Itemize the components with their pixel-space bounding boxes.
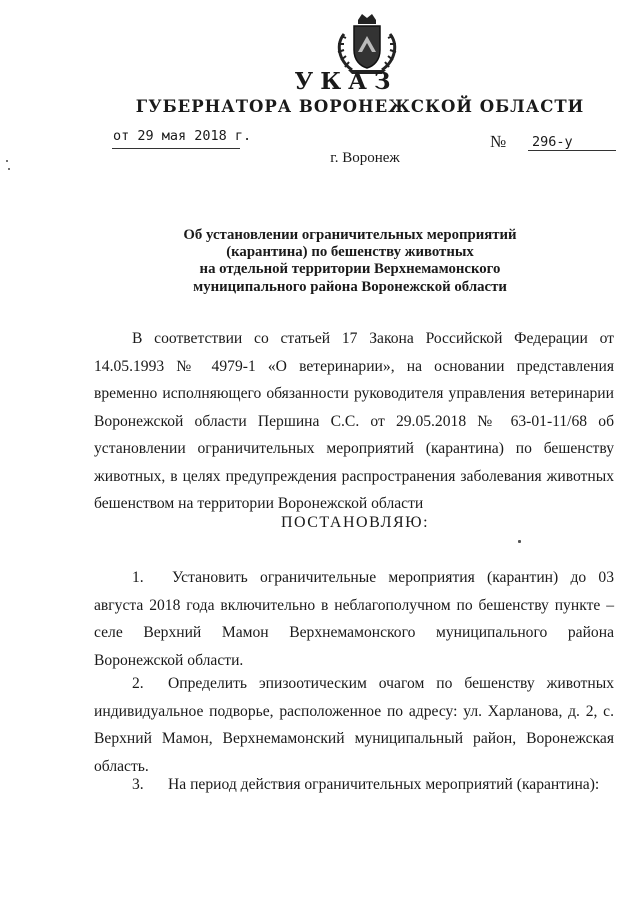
item-number: 1. (132, 569, 144, 586)
list-item (94, 670, 614, 780)
list-item (94, 564, 614, 674)
document-number: 296-у (532, 134, 573, 150)
subject-line: (карантина) по бешенству животных (226, 244, 474, 261)
scan-speck (8, 168, 10, 170)
subject-line: Об установлении ограничительных мероприятий (183, 227, 517, 243)
list-item (94, 771, 614, 799)
scan-speck (518, 540, 521, 543)
subject-line: на отдельной территории Верхнемамонского (199, 261, 501, 278)
preamble-paragraph: В соответствии со статьей 17 Закона Российской Федерации от 14.05.1993 № 4979-1 «О ветеринарии», на основании представления временно исполняющего обязанности руководителя управления ветеринарии Воронежской области Першина С.С. от 29.05.2018 № 63-01-11/68 об установлении ограничительных мероприятий (карантина) по бешенству животных, в целях предупреждения распространения заболевания животных бешенством на территории Воронежской области (94, 330, 614, 512)
item-number: 3. (132, 776, 144, 793)
coat-of-arms-icon (334, 12, 400, 76)
item-text: На период действия ограничительных мероприятий (карантина): (168, 776, 600, 793)
date-underline (112, 148, 240, 149)
document-city: г. Воронеж (330, 150, 400, 166)
document-date: от 29 мая 2018 г. (113, 128, 252, 144)
subject-line: муниципального района Воронежской области (193, 278, 507, 295)
number-label: № (490, 132, 507, 151)
item-text: Определить эпизоотическим очагом по бешенству животных индивидуальное подворье, расположенное по адресу: ул. Харланова, д. 2, с. Верхний Мамон, Верхнемамонский муниципальный район, Воронежская область. (94, 675, 614, 775)
document-subject (170, 227, 530, 296)
document-issuer: ГУБЕРНАТОРА ВОРОНЕЖСКОЙ ОБЛАСТИ (135, 97, 585, 116)
decree-word: ПОСТАНОВЛЯЮ: (280, 514, 430, 531)
document-title: УКАЗ (294, 68, 398, 95)
scan-speck (6, 160, 8, 162)
item-number: 2. (132, 675, 144, 692)
item-text: Установить ограничительные мероприятия (карантин) до 03 августа 2018 года включительно в неблагополучном по бешенству пункте – селе Верхний Мамон Верхнемамонского муниципального района Воронежской области. (94, 569, 614, 669)
